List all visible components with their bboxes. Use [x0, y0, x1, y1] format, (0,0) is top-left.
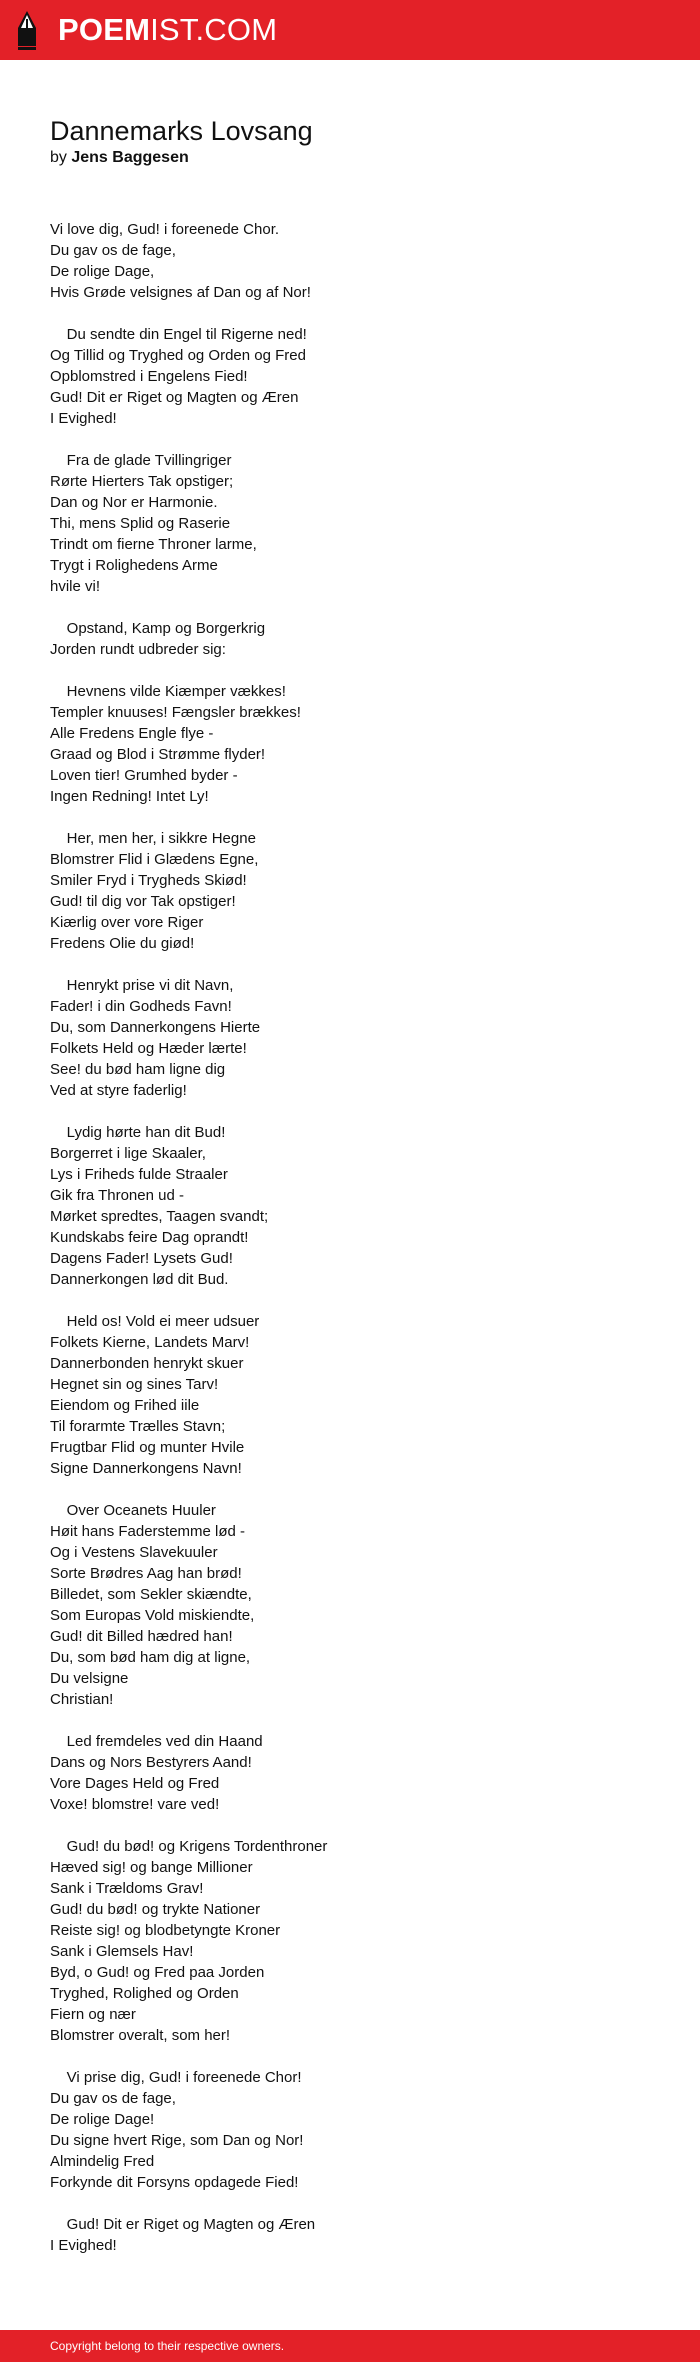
poem-stanza [50, 1311, 650, 1479]
poem-line: Fra de glade Tvillingriger [50, 452, 232, 469]
poem-line: Dan og Nor er Harmonie. [50, 494, 218, 511]
poem-stanza [50, 219, 650, 303]
poem-line: Og i Vestens Slavekuuler [50, 1544, 218, 1561]
poem-line: Billedet, som Sekler skiændte, [50, 1586, 252, 1603]
poem-line: Dans og Nors Bestyrers Aand! [50, 1754, 252, 1771]
poem-line: Led fremdeles ved din Haand [50, 1733, 263, 1750]
poem-line: Hegnet sin og sines Tarv! [50, 1376, 219, 1393]
poem-line: Reiste sig! og blodbetyngte Kroner [50, 1922, 281, 1939]
poem-line: De rolige Dage! [50, 2111, 155, 2128]
poem-line: Held os! Vold ei meer udsuer [50, 1313, 260, 1330]
poem-line: Voxe! blomstre! vare ved! [50, 1796, 220, 1813]
poem-line: Du sendte din Engel til Rigerne ned! [50, 326, 307, 343]
poem-byline [50, 146, 189, 170]
poem-stanza [50, 681, 650, 807]
poem-line: See! du bød ham ligne dig [50, 1061, 226, 1078]
logo-bold-text: POEM [58, 12, 151, 47]
poem-line: Templer knuuses! Fængsler brækkes! [50, 704, 301, 721]
poem-line: Sorte Brødres Aag han brød! [50, 1565, 242, 1582]
poem-stanza [50, 2214, 650, 2256]
poem-line: Gud! Dit er Riget og Magten og Æren [50, 389, 299, 406]
poem-line: Dannerkongen lød dit Bud. [50, 1271, 229, 1288]
logo-wordmark [58, 10, 277, 50]
poem-line: Fader! i din Godheds Favn! [50, 998, 232, 1015]
byline-prefix: by [50, 149, 67, 166]
poem-line: Her, men her, i sikkre Hegne [50, 830, 256, 847]
poem-line: Over Oceanets Huuler [50, 1502, 216, 1519]
poem-line: Høit hans Faderstemme lød - [50, 1523, 246, 1540]
poem-stanza [50, 2067, 650, 2193]
poem-stanza [50, 324, 650, 429]
poem-line: Tryghed, Rolighed og Orden [50, 1985, 239, 2002]
poem-line: Folkets Held og Hæder lærte! [50, 1040, 247, 1057]
poem-line: Gud! du bød! og trykte Nationer [50, 1901, 261, 1918]
poem-line: Gud! dit Billed hædred han! [50, 1628, 233, 1645]
site-header [0, 0, 700, 60]
poem-line: Gik fra Thronen ud - [50, 1187, 184, 1204]
poem-line: Frugtbar Flid og munter Hvile [50, 1439, 245, 1456]
poem-stanza [50, 1500, 650, 1710]
poem-line: Graad og Blod i Strømme flyder! [50, 746, 266, 763]
poem-line: I Evighed! [50, 410, 117, 427]
poem-line: Fredens Olie du giød! [50, 935, 195, 952]
poem-line: Christian! [50, 1691, 114, 1708]
pen-nib-icon [16, 10, 38, 50]
poem-line: hvile vi! [50, 578, 101, 595]
poem-line: Kiærlig over vore Riger [50, 914, 204, 931]
poem-line: Vi love dig, Gud! i foreenede Chor. [50, 221, 280, 238]
poem-line: Gud! Dit er Riget og Magten og Æren [50, 2216, 316, 2233]
poem-line: Du, som bød ham dig at ligne, [50, 1649, 251, 1666]
poem-line: Byd, o Gud! og Fred paa Jorden [50, 1964, 265, 1981]
poem-line: Ingen Redning! Intet Ly! [50, 788, 209, 805]
poem-line: Hæved sig! og bange Millioner [50, 1859, 253, 1876]
poem-line: Vi prise dig, Gud! i foreenede Chor! [50, 2069, 302, 2086]
poem-line: Du velsigne [50, 1670, 129, 1687]
poem-line: Smiler Fryd i Trygheds Skiød! [50, 872, 247, 889]
poem-line: Du gav os de fage, [50, 2090, 176, 2107]
poem-line: De rolige Dage, [50, 263, 155, 280]
poem-line: Du gav os de fage, [50, 242, 176, 259]
logo-light-text: IST.COM [150, 12, 278, 47]
poem-line: Jorden rundt udbreder sig: [50, 641, 226, 658]
poem-line: Trindt om fierne Throner larme, [50, 536, 257, 553]
poem-line: Til forarmte Trælles Stavn; [50, 1418, 226, 1435]
poem-line: Forkynde dit Forsyns opdagede Fied! [50, 2174, 299, 2191]
poem-line: Kundskabs feire Dag oprandt! [50, 1229, 249, 1246]
poem-line: Mørket spredtes, Taagen svandt; [50, 1208, 269, 1225]
poem-line: Blomstrer overalt, som her! [50, 2027, 231, 2044]
poem-line: Gud! du bød! og Krigens Tordenthroner [50, 1838, 328, 1855]
poem-line: Og Tillid og Tryghed og Orden og Fred [50, 347, 306, 364]
poem-line: Blomstrer Flid i Glædens Egne, [50, 851, 259, 868]
poem-line: Loven tier! Grumhed byder - [50, 767, 238, 784]
poem-line: Du, som Dannerkongens Hierte [50, 1019, 261, 1036]
poem-line: Vore Dages Held og Fred [50, 1775, 220, 1792]
site-footer [0, 2330, 700, 2362]
poem-line: Ved at styre faderlig! [50, 1082, 187, 1099]
poem-line: Alle Fredens Engle flye - [50, 725, 214, 742]
poem-line: Dannerbonden henrykt skuer [50, 1355, 244, 1372]
poem-line: Thi, mens Splid og Raserie [50, 515, 231, 532]
poem-line: Lydig hørte han dit Bud! [50, 1124, 226, 1141]
poem-body [50, 219, 650, 2277]
poem-stanza [50, 1122, 650, 1290]
poem-line: Du signe hvert Rige, som Dan og Nor! [50, 2132, 304, 2149]
poem-line: Lys i Friheds fulde Straaler [50, 1166, 228, 1183]
poem-line: Eiendom og Frihed iile [50, 1397, 200, 1414]
poem-line: Fiern og nær [50, 2006, 136, 2023]
poem-line: Trygt i Rolighedens Arme [50, 557, 218, 574]
poem-line: Hevnens vilde Kiæmper vækkes! [50, 683, 286, 700]
poem-line: Rørte Hierters Tak opstiger; [50, 473, 234, 490]
author-name[interactable]: Jens Baggesen [71, 149, 189, 166]
poem-line: Folkets Kierne, Landets Marv! [50, 1334, 250, 1351]
poem-stanza [50, 975, 650, 1101]
poem-stanza [50, 1836, 650, 2046]
poem-line: Henrykt prise vi dit Navn, [50, 977, 234, 994]
poem-line: Borgerret i lige Skaaler, [50, 1145, 206, 1162]
poem-line: Opblomstred i Engelens Fied! [50, 368, 248, 385]
poem-line: I Evighed! [50, 2237, 117, 2254]
poem-line: Almindelig Fred [50, 2153, 155, 2170]
copyright-text: Copyright belong to their respective owners. [50, 2339, 285, 2353]
poem-stanza [50, 828, 650, 954]
poem-line: Gud! til dig vor Tak opstiger! [50, 893, 236, 910]
poem-title: Dannemarks Lovsang [50, 116, 313, 146]
poem-line: Signe Dannerkongens Navn! [50, 1460, 242, 1477]
poem-line: Som Europas Vold miskiendte, [50, 1607, 255, 1624]
poem-line: Dagens Fader! Lysets Gud! [50, 1250, 233, 1267]
site-logo-link[interactable] [16, 10, 277, 50]
poem-stanza [50, 450, 650, 597]
poem-stanza [50, 618, 650, 660]
poem-line: Sank i Glemsels Hav! [50, 1943, 194, 1960]
poem-stanza [50, 1731, 650, 1815]
poem-line: Hvis Grøde velsignes af Dan og af Nor! [50, 284, 311, 301]
poem-line: Sank i Trældoms Grav! [50, 1880, 204, 1897]
poem-line: Opstand, Kamp og Borgerkrig [50, 620, 266, 637]
